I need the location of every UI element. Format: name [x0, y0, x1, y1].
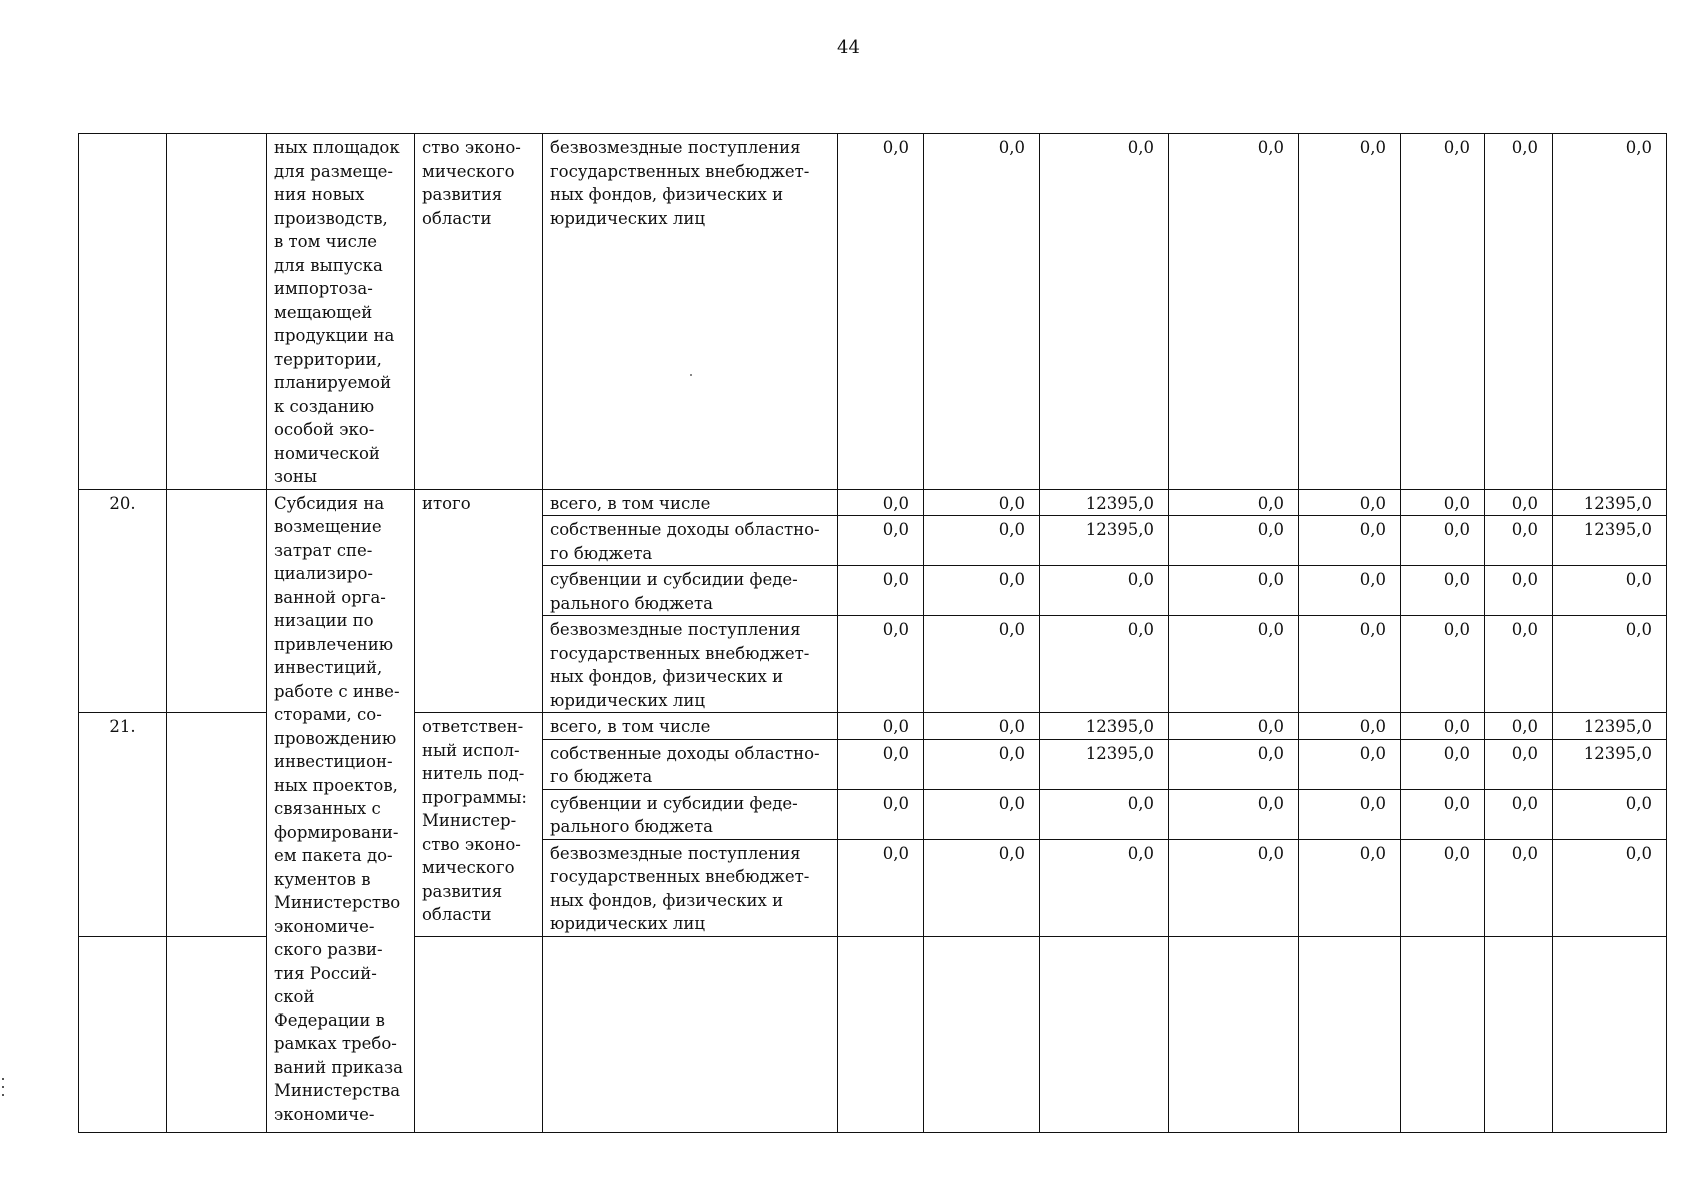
value-cell: 0,0	[1169, 566, 1299, 616]
value-cell: 0,0	[838, 739, 924, 789]
value-cell: 12395,0	[1553, 739, 1667, 789]
value-cell: 0,0	[838, 616, 924, 713]
value-cell: 0,0	[924, 566, 1040, 616]
empty-cell	[924, 936, 1040, 1132]
value-cell: 0,0	[1401, 839, 1485, 936]
value-cell: 0,0	[838, 713, 924, 740]
value-cell: 0,0	[924, 134, 1040, 490]
value-cell: 12395,0	[1040, 489, 1169, 516]
row-code	[167, 713, 267, 937]
value-cell: 0,0	[1485, 789, 1553, 839]
value-cell: 0,0	[1299, 713, 1401, 740]
value-cell: 0,0	[1401, 489, 1485, 516]
value-cell: 0,0	[1169, 616, 1299, 713]
value-cell: 0,0	[924, 713, 1040, 740]
table-row	[79, 134, 1667, 490]
value-cell: 0,0	[1299, 789, 1401, 839]
funding-source: всего, в том числе	[543, 489, 838, 516]
row-number: 20.	[79, 489, 167, 713]
empty-cell	[1401, 936, 1485, 1132]
empty-cell	[79, 936, 167, 1132]
value-cell: 0,0	[1485, 566, 1553, 616]
value-cell: 0,0	[1485, 713, 1553, 740]
value-cell: 12395,0	[1553, 489, 1667, 516]
empty-cell	[167, 936, 267, 1132]
row-code	[167, 134, 267, 490]
scan-mark	[2, 1086, 4, 1088]
value-cell: 0,0	[1553, 566, 1667, 616]
value-cell: 0,0	[838, 489, 924, 516]
value-cell: 0,0	[1401, 713, 1485, 740]
value-cell: 0,0	[1553, 134, 1667, 490]
value-cell: 0,0	[924, 516, 1040, 566]
scan-mark	[2, 1094, 4, 1096]
value-cell: 0,0	[838, 566, 924, 616]
value-cell: 0,0	[924, 489, 1040, 516]
empty-cell	[1553, 936, 1667, 1132]
value-cell: 0,0	[1040, 566, 1169, 616]
row-number	[79, 134, 167, 490]
value-cell: 0,0	[1169, 713, 1299, 740]
value-cell: 0,0	[1040, 839, 1169, 936]
value-cell: 12395,0	[1040, 516, 1169, 566]
value-cell: 0,0	[1401, 134, 1485, 490]
funding-source: безвозмездные поступления государственных внебюджет- ных фондов, физических и юридических лиц	[543, 134, 838, 490]
value-cell: 0,0	[924, 616, 1040, 713]
value-cell: 0,0	[1299, 134, 1401, 490]
empty-cell	[1169, 936, 1299, 1132]
value-cell: 12395,0	[1553, 516, 1667, 566]
value-cell: 0,0	[1485, 739, 1553, 789]
value-cell: 0,0	[1040, 134, 1169, 490]
value-cell: 0,0	[1299, 516, 1401, 566]
value-cell: 0,0	[1485, 616, 1553, 713]
value-cell: 0,0	[1485, 839, 1553, 936]
value-cell: 12395,0	[1040, 713, 1169, 740]
value-cell: 0,0	[1485, 134, 1553, 490]
value-cell: 0,0	[1169, 789, 1299, 839]
value-cell: 0,0	[1401, 516, 1485, 566]
value-cell: 12395,0	[1040, 739, 1169, 789]
value-cell: 0,0	[1485, 489, 1553, 516]
value-cell: 0,0	[838, 516, 924, 566]
funding-source: всего, в том числе	[543, 713, 838, 740]
value-cell: 0,0	[924, 789, 1040, 839]
value-cell: 0,0	[838, 839, 924, 936]
value-cell: 0,0	[1485, 516, 1553, 566]
value-cell: 0,0	[1169, 839, 1299, 936]
row-code	[167, 489, 267, 713]
value-cell: 12395,0	[1553, 713, 1667, 740]
empty-cell	[415, 936, 543, 1132]
value-cell: 0,0	[1299, 566, 1401, 616]
executor: итого	[415, 489, 543, 713]
page-number: 44	[837, 37, 860, 58]
value-cell: 0,0	[838, 134, 924, 490]
funding-source: собственные доходы областно- го бюджета	[543, 739, 838, 789]
measure-name: ных площадок для размеще- ния новых производств, в том числе для выпуска импортоза- мещающей продукции на территории, планируемой к созданию особой эко- номической зоны	[267, 134, 415, 490]
empty-cell	[838, 936, 924, 1132]
funding-source: субвенции и субсидии феде- рального бюджета	[543, 566, 838, 616]
value-cell: 0,0	[1299, 839, 1401, 936]
value-cell: 0,0	[1299, 489, 1401, 516]
value-cell: 0,0	[1553, 839, 1667, 936]
scan-dot	[690, 374, 692, 376]
value-cell: 0,0	[924, 739, 1040, 789]
value-cell: 0,0	[1401, 566, 1485, 616]
value-cell: 0,0	[838, 789, 924, 839]
value-cell: 0,0	[1299, 739, 1401, 789]
measure-name: Субсидия на возмещение затрат спе- циализиро- ванной орга- низации по привлечению инвестиций, работе с инве- сторами, со- провождению инвестицион- ных проектов, связанных с формировани- ем пакета до- кументов в Министерство экономиче- ского разви- тия Россий- ской Федерации в рамках требо- ваний приказа Министерства экономиче-	[267, 489, 415, 1132]
table-row	[79, 489, 1667, 516]
empty-cell	[543, 936, 838, 1132]
value-cell: 0,0	[1169, 134, 1299, 490]
value-cell: 0,0	[1040, 789, 1169, 839]
funding-source: безвозмездные поступления государственных внебюджет- ных фондов, физических и юридических лиц	[543, 839, 838, 936]
funding-source: собственные доходы областно- го бюджета	[543, 516, 838, 566]
scan-mark	[2, 1078, 4, 1080]
executor: ство эконо- мического развития области	[415, 134, 543, 490]
funding-source: безвозмездные поступления государственных внебюджет- ных фондов, физических и юридических лиц	[543, 616, 838, 713]
value-cell: 0,0	[1169, 516, 1299, 566]
row-number: 21.	[79, 713, 167, 937]
value-cell: 0,0	[1040, 616, 1169, 713]
value-cell: 0,0	[1401, 616, 1485, 713]
executor: ответствен- ный испол- нитель под- программы: Министер- ство эконо- мического развития области	[415, 713, 543, 937]
value-cell: 0,0	[1401, 739, 1485, 789]
value-cell: 0,0	[1169, 489, 1299, 516]
value-cell: 0,0	[924, 839, 1040, 936]
empty-cell	[1485, 936, 1553, 1132]
value-cell: 0,0	[1553, 616, 1667, 713]
empty-cell	[1299, 936, 1401, 1132]
value-cell: 0,0	[1401, 789, 1485, 839]
value-cell: 0,0	[1553, 789, 1667, 839]
value-cell: 0,0	[1169, 739, 1299, 789]
funding-source: субвенции и субсидии феде- рального бюджета	[543, 789, 838, 839]
budget-table	[78, 133, 1667, 1133]
empty-cell	[1040, 936, 1169, 1132]
value-cell: 0,0	[1299, 616, 1401, 713]
